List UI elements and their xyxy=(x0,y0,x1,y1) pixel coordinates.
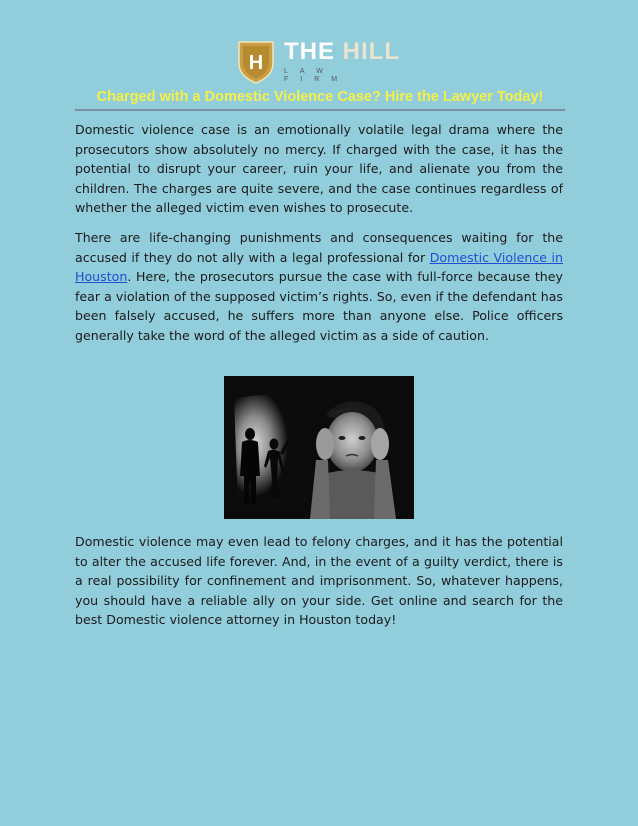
shield-icon xyxy=(236,39,276,85)
logo-letter: H xyxy=(248,52,264,74)
logo-title xyxy=(284,40,406,64)
paragraph-consequences-text-end: . Here, the prosecutors pursue the case with full-force because they fear a violation of the supposed victim’s rights. So, even if the defendant has been falsely accused, he suffers more than anyone else. Police officers generally take the word of the alleged victim as a side of caution. xyxy=(75,269,563,343)
logo-title-the: THE xyxy=(284,38,335,65)
page-heading: Charged with a Domestic Violence Case? Hire the Lawyer Today! xyxy=(96,89,544,105)
logo-wordmark xyxy=(284,40,406,84)
paragraph-intro: Domestic violence case is an emotionally volatile legal drama where the prosecutors show absolutely no mercy. If charged with the case, it has the potential to disrupt your career, ruin your life, and alienate you from the children. The charges are quite severe, and the case continues regardless of whether the alleged victim even wishes to prosecute. xyxy=(75,122,563,216)
logo-title-hill: HILL xyxy=(342,38,400,65)
heading-divider xyxy=(75,109,565,111)
paragraph-conclusion: Domestic violence may even lead to felony charges, and it has the potential to alter the accused life forever. And, in the event of a guilty verdict, there is a real possibility for confinement and imprisonment. So, whatever happens, you should have a reliable ally on your side. Get online and search for the best Domestic violence attorney in Houston today! xyxy=(75,534,563,628)
paragraph-consequences xyxy=(75,228,563,346)
logo-subtitle: LAW FIRM xyxy=(284,68,350,83)
paragraph-consequences-text-start: There are life-changing punishments and consequences waiting for the accused if they do not ally with a legal professional for xyxy=(75,230,563,265)
domestic-violence-houston-link[interactable]: Domestic Violence in Houston xyxy=(75,249,563,285)
law-firm-logo xyxy=(236,38,406,86)
domestic-violence-photo xyxy=(224,376,414,519)
